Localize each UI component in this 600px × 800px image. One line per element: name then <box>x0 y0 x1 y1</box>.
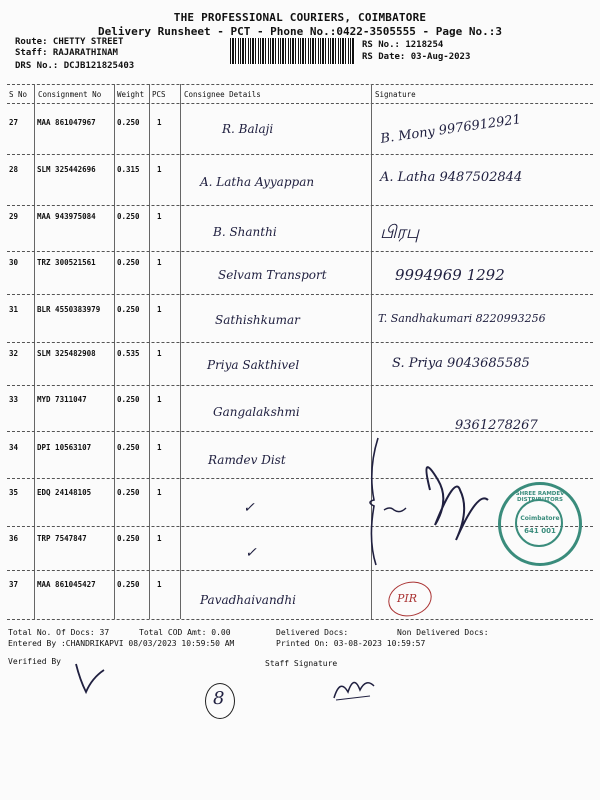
row-signature: T. Sandhakumari 8220993256 <box>378 312 546 325</box>
row-sno: 30 <box>9 258 19 267</box>
row-pcs: 1 <box>157 118 162 127</box>
row-weight: 0.250 <box>117 534 140 543</box>
row-signature: 9994969 1292 <box>395 266 505 284</box>
row-signature: A. Latha 9487502844 <box>380 170 523 185</box>
row-weight: 0.250 <box>117 305 140 314</box>
row-signature: 9361278267 <box>455 418 538 433</box>
row-consignment: SLM 325442696 <box>37 165 96 174</box>
verified-by-label: Verified By <box>8 657 61 666</box>
row-consignee: Ramdev Dist <box>208 453 286 467</box>
staff-signature-mark <box>330 668 380 708</box>
row-consignee: Sathishkumar <box>215 313 300 327</box>
row-signature: பிரபு <box>380 222 420 243</box>
row-pcs: 1 <box>157 212 162 221</box>
row-sno: 31 <box>9 305 19 314</box>
row-divider <box>7 385 593 386</box>
row-pcs: 1 <box>157 580 162 589</box>
col-divider <box>34 84 35 619</box>
row-consignment: BLR 4550383979 <box>37 305 101 314</box>
table-top-rule <box>7 84 593 85</box>
row-consignment: MYD 7311047 <box>37 395 87 404</box>
row-pcs: 1 <box>157 488 162 497</box>
stamp-name: SHREE RAMDEV DISTRIBUTORS <box>515 491 565 503</box>
row-weight: 0.250 <box>117 580 140 589</box>
row-sno: 35 <box>9 488 19 497</box>
row-sno: 32 <box>9 349 19 358</box>
row-consignee: ✓ <box>245 545 257 561</box>
row-consignee: Pavadhaivandhi <box>200 593 296 607</box>
row-divider <box>7 154 593 155</box>
row-consignment: TRZ 300521561 <box>37 258 96 267</box>
total-docs: Total No. Of Docs: 37 <box>8 628 110 637</box>
rs-date: RS Date: 03-Aug-2023 <box>362 52 471 62</box>
row-sno: 37 <box>9 580 19 589</box>
row-consignment: DPI 10563107 <box>37 443 92 452</box>
row-divider <box>7 342 593 343</box>
row-pcs: 1 <box>157 395 162 404</box>
row-consignment: MAA 861047967 <box>37 118 96 127</box>
row-consignee: ✓ <box>243 500 255 516</box>
row-consignee: Selvam Transport <box>218 268 327 282</box>
route-label: Route: CHETTY STREET <box>15 37 124 47</box>
row-signature: B. Mony 9976912921 <box>379 112 522 147</box>
row-divider <box>7 205 593 206</box>
col-header-pcs: PCS <box>152 90 166 99</box>
row-pcs: 1 <box>157 305 162 314</box>
col-header-consignee: Consignee Details <box>184 90 261 99</box>
runsheet-subtitle: Delivery Runsheet - PCT - Phone No.:0422-3505555 - Page No.:3 <box>98 25 502 38</box>
stamp-city: Coimbatore <box>520 515 560 522</box>
row-signature: S. Priya 9043685585 <box>392 356 530 371</box>
col-header-consignment: Consignment No <box>38 90 102 99</box>
col-header-signature: Signature <box>375 90 416 99</box>
row-consignee: R. Balaji <box>222 122 274 136</box>
rs-number: RS No.: 1218254 <box>362 40 444 50</box>
row-sno: 36 <box>9 534 19 543</box>
row-divider <box>7 294 593 295</box>
col-divider <box>149 84 150 619</box>
row-sno: 28 <box>9 165 19 174</box>
row-consignment: EDQ 24148105 <box>37 488 92 497</box>
row-consignment: TRP 7547847 <box>37 534 87 543</box>
stamp-code: 641 001 <box>524 527 556 535</box>
row-consignee: Gangalakshmi <box>213 405 300 419</box>
entered-by: Entered By :CHANDRIKAPVI 08/03/2023 10:59:50 AM <box>8 639 235 648</box>
non-delivered-docs: Non Delivered Docs: <box>397 628 489 637</box>
col-divider <box>180 84 181 619</box>
row-consignment: MAA 943975084 <box>37 212 96 221</box>
total-cod: Total COD Amt: 0.00 <box>139 628 231 637</box>
drs-number: DRS No.: DCJB121825403 <box>15 61 135 71</box>
row-signature: PIR <box>397 592 418 605</box>
circled-number: 8 <box>213 688 225 709</box>
distributor-stamp <box>498 482 582 566</box>
delivered-docs: Delivered Docs: <box>276 628 349 637</box>
row-weight: 0.535 <box>117 349 140 358</box>
row-pcs: 1 <box>157 258 162 267</box>
handwritten-scribble <box>360 430 510 570</box>
row-weight: 0.250 <box>117 118 140 127</box>
row-sno: 34 <box>9 443 19 452</box>
row-consignee: B. Shanthi <box>213 225 277 239</box>
row-consignment: SLM 325482908 <box>37 349 96 358</box>
row-pcs: 1 <box>157 165 162 174</box>
staff-signature-label: Staff Signature <box>265 659 338 668</box>
row-sno: 33 <box>9 395 19 404</box>
header-bottom-rule <box>7 103 593 104</box>
row-weight: 0.250 <box>117 212 140 221</box>
col-header-weight: Weight <box>117 90 145 99</box>
row-weight: 0.315 <box>117 165 140 174</box>
row-weight: 0.250 <box>117 488 140 497</box>
row-consignee: A. Latha Ayyappan <box>200 175 315 189</box>
row-weight: 0.250 <box>117 395 140 404</box>
verifier-signature-mark <box>70 660 110 700</box>
row-consignee: Priya Sakthivel <box>207 358 300 372</box>
row-pcs: 1 <box>157 349 162 358</box>
staff-label: Staff: RAJARATHINAM <box>15 48 118 58</box>
row-sno: 29 <box>9 212 19 221</box>
printed-on: Printed On: 03-08-2023 10:59:57 <box>276 639 426 648</box>
company-title: THE PROFESSIONAL COURIERS, COIMBATORE <box>173 11 427 24</box>
row-pcs: 1 <box>157 443 162 452</box>
col-header-sno: S No <box>9 90 28 99</box>
row-divider <box>7 570 593 571</box>
stamp-inner-ring <box>515 499 563 547</box>
row-sno: 27 <box>9 118 19 127</box>
row-divider <box>7 251 593 252</box>
table-bottom-rule <box>7 619 593 620</box>
barcode-image <box>230 38 355 64</box>
col-divider <box>114 84 115 619</box>
row-weight: 0.250 <box>117 443 140 452</box>
row-consignment: MAA 861045427 <box>37 580 96 589</box>
row-pcs: 1 <box>157 534 162 543</box>
row-weight: 0.250 <box>117 258 140 267</box>
